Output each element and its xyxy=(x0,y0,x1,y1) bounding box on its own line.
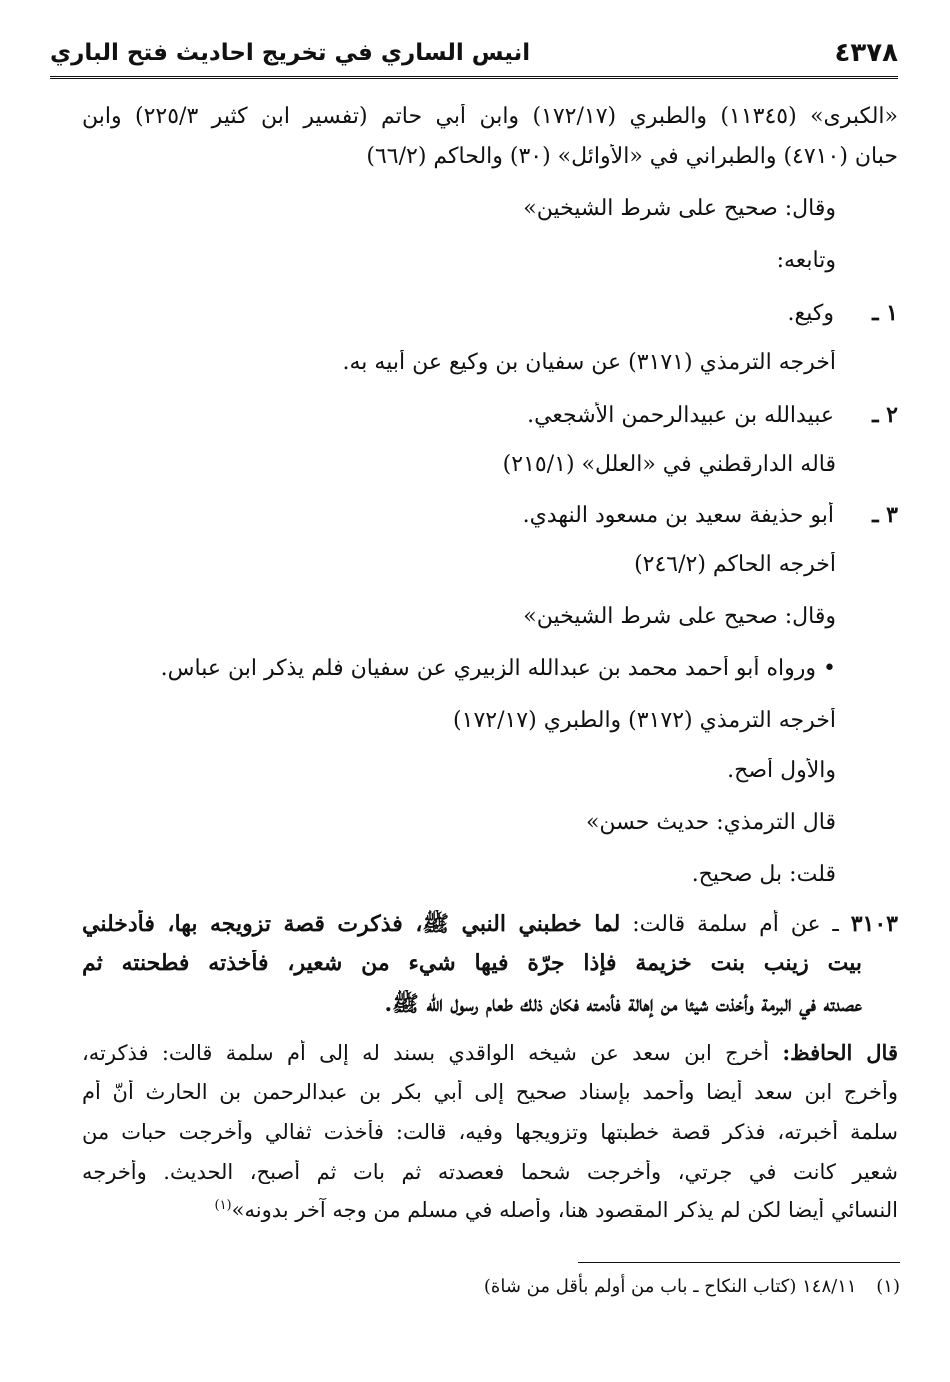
commentary-line-3: سلمة أخبرته، فذكر قصة خطبتها وتزويجها وفيه، قالت: فأخذت ثفالي وأخرجت حبات من xyxy=(82,1120,898,1144)
body-line-11: وقال: صحيح على شرط الشيخين» xyxy=(523,604,836,629)
hadith-line-3: عصدته في البرمة وأخذت شيئا من إهالة فأدمته فكان ذلك طعام رسول الله ﷺ. xyxy=(384,991,862,1017)
list-number: ٣ ـ xyxy=(872,502,898,528)
commentary-line-2: وأخرج ابن سعد أيضا وأحمد بإسناد صحيح إلى أبي بكر بن عبدالرحمن بن الحارث أنّ أم xyxy=(82,1080,898,1104)
book-title: انيس الساري في تخريج احاديث فتح الباري xyxy=(50,40,531,66)
body-line-2: حبان (٤٧١٠) والطبراني في «الأوائل» (٣٠) والحاكم (٦٦/٢) xyxy=(366,144,898,169)
commentary-line-5 xyxy=(82,1198,898,1222)
footnote xyxy=(100,1276,900,1297)
list-text: وكيع. xyxy=(787,301,834,326)
body-line-10: أخرجه الحاكم (٢٤٦/٢) xyxy=(634,552,836,577)
list-text: أبو حذيفة سعيد بن مسعود النهدي. xyxy=(522,503,834,528)
list-text: عبيدالله بن عبيدالرحمن الأشجعي. xyxy=(527,403,834,428)
running-header xyxy=(50,30,898,79)
hadith-line-2: بيت زينب بنت خزيمة فإذا جرّة فيها شيء من شعير، فأخذته فطحنته ثم xyxy=(82,950,862,976)
list-number: ١ ـ xyxy=(872,300,898,326)
commentary-line-1 xyxy=(82,1040,898,1065)
commentary-line-4: شعير كانت في جرتي، وأخرجت شحما فعصدته ثم بات ثم أصبح، الحديث. وأخرجه xyxy=(82,1160,898,1184)
list-item-3 xyxy=(82,502,898,528)
body-line-14: والأول أصح. xyxy=(727,758,836,783)
footnote-marker: (١) xyxy=(876,1276,900,1297)
body-line-6: أخرجه الترمذي (٣١٧١) عن سفيان بن وكيع عن أبيه به. xyxy=(342,350,836,375)
hadith-number: ٣١٠٣ xyxy=(850,911,898,937)
body-line-15: قال الترمذي: حديث حسن» xyxy=(585,810,836,835)
commentary-text: النسائي أيضا لكن لم يذكر المقصود هنا، وأصله في مسلم من وجه آخر بدونه» xyxy=(231,1198,898,1222)
hadith-intro: ـ عن أم سلمة قالت: xyxy=(632,912,839,937)
commentary-text: أخرج ابن سعد عن شيخه الواقدي بسند له إلى أم سلمة قالت: فذكرته، xyxy=(82,1041,770,1065)
body-line-4: وتابعه: xyxy=(776,248,836,273)
page-number: ٤٣٧٨ xyxy=(834,38,898,68)
body-line-12: • ورواه أبو أحمد محمد بن عبدالله الزبيري عن سفيان فلم يذكر ابن عباس. xyxy=(160,656,836,681)
body-line-3: وقال: صحيح على شرط الشيخين» xyxy=(523,196,836,221)
hadith-line-1 xyxy=(82,910,898,942)
body-line-16: قلت: بل صحيح. xyxy=(691,862,836,887)
list-item-1 xyxy=(82,300,898,326)
footnote-reference: (١) xyxy=(214,1198,232,1213)
body-line-13: أخرجه الترمذي (٣١٧٢) والطبري (١٧٢/١٧) xyxy=(453,708,836,733)
list-number: ٢ ـ xyxy=(872,402,898,428)
body-line-1: «الكبرى» (١١٣٤٥) والطبري (١٧٢/١٧) وابن أبي حاتم (تفسير ابن كثير ٢٢٥/٣) وابن xyxy=(82,104,898,129)
hadith-text: لما خطبني النبي ﷺ، فذكرت قصة تزويجه بها، فأدخلني xyxy=(82,911,621,937)
list-item-2 xyxy=(82,402,898,428)
footnote-separator xyxy=(578,1262,900,1263)
footnote-text: ١٤٨/١١ (كتاب النكاح ـ باب من أولم بأقل من شاة) xyxy=(483,1276,857,1297)
body-line-8: قاله الدارقطني في «العلل» (٢١٥/١) xyxy=(502,452,836,477)
commentary-label: قال الحافظ: xyxy=(782,1040,898,1065)
